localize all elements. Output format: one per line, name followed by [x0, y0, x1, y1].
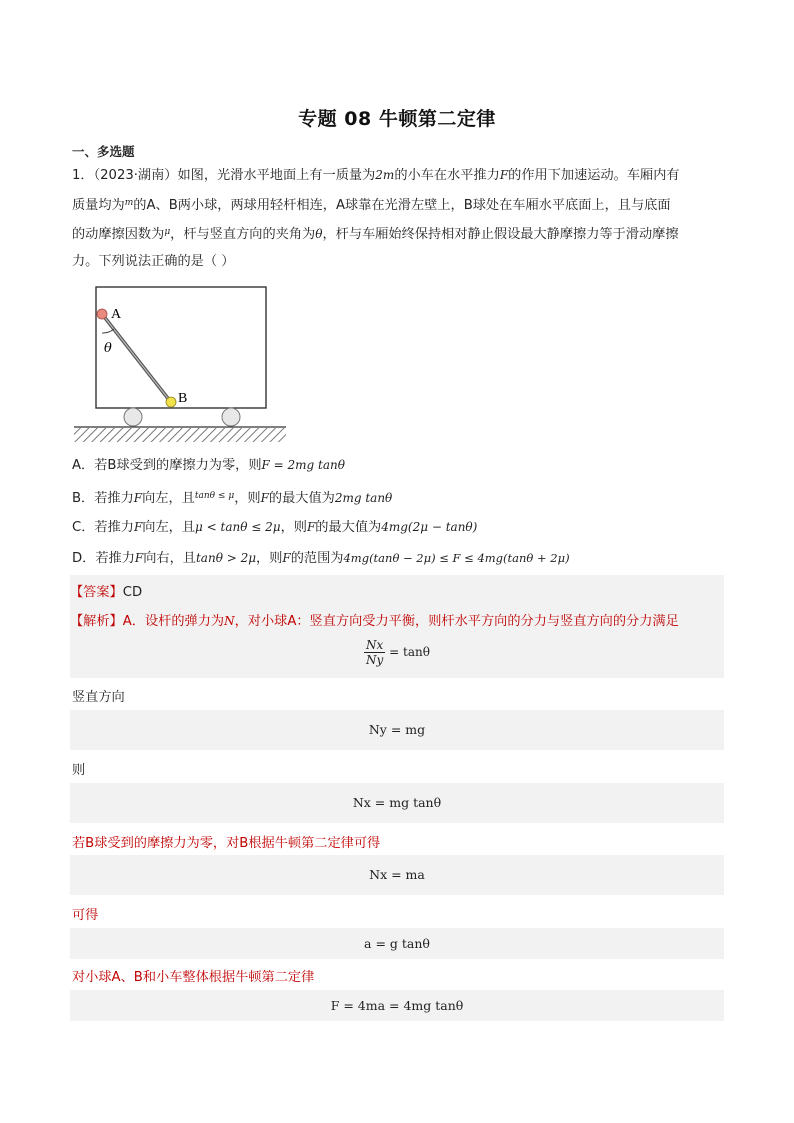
- cart-figure: [72, 283, 292, 447]
- option-c-math: 4mg(2μ − tanθ): [381, 520, 478, 534]
- label-a: A: [111, 307, 122, 322]
- stem-line-1: [72, 162, 724, 190]
- option-a: [72, 455, 345, 476]
- option-c-text: ，则: [280, 520, 307, 535]
- stem-text: 的作用下加速运动。车厢内有: [508, 168, 680, 183]
- analysis-text: A．设杆的弹力为: [122, 614, 225, 629]
- stem-text: 的A、B两小球，两球用轻杆相连，A球靠在光滑左壁上，B球处在车厢水平底面上，且与底面: [133, 197, 671, 213]
- stem-text: 1．（2023·湖南）如图，光滑水平地面上有一质量为: [72, 168, 376, 183]
- option-d-text: 的范围为: [290, 551, 344, 566]
- section-heading: 一、多选题: [72, 144, 135, 159]
- equation-3: Nx = mg tanθ: [70, 783, 724, 823]
- text-get: 可得: [72, 908, 99, 923]
- option-b-text: B．若推力: [72, 491, 134, 506]
- question-stem: [72, 162, 724, 275]
- option-b-text: 向左，且: [142, 491, 195, 506]
- label-b: B: [178, 391, 188, 406]
- stem-text: ，杆与车厢始终保持相对静止假设最大静摩擦力等于滑动摩擦: [322, 227, 679, 242]
- text-whole: 对小球A、B和小车整体根据牛顿第二定律: [72, 970, 315, 985]
- option-b: [72, 486, 392, 509]
- analysis-block: [70, 607, 724, 678]
- answer-row: [70, 575, 724, 607]
- analysis-text: ，对小球A：竖直方向受力平衡，则杆水平方向的分力与竖直方向的分力满足: [234, 614, 679, 629]
- math-F: F: [499, 168, 509, 182]
- option-c: [72, 517, 477, 538]
- equation-2: Ny = mg: [70, 710, 724, 750]
- text-then: 则: [72, 763, 86, 778]
- math-2m: 2m: [375, 168, 395, 182]
- option-d-condition: tanθ > 2μ: [195, 551, 257, 565]
- option-b-condition: tanθ ≤ μ: [194, 491, 235, 501]
- label-theta: θ: [104, 341, 112, 356]
- wheel-left: [124, 408, 142, 426]
- math-F: F: [260, 491, 269, 505]
- math-F: F: [133, 520, 143, 534]
- answer-label: 【答案】: [70, 585, 123, 600]
- math-F: F: [282, 551, 291, 565]
- option-b-math: 2mg tanθ: [334, 491, 393, 505]
- stem-line-3: [72, 219, 724, 249]
- math-theta: θ: [315, 227, 323, 241]
- stem-line-2: [72, 190, 724, 220]
- stem-text: 的小车在水平推力: [394, 168, 500, 183]
- math-F: F: [134, 551, 144, 565]
- stem-text: ，杆与竖直方向的夹角为: [170, 227, 316, 242]
- cart-body: [96, 287, 266, 408]
- option-d-text: ，则: [256, 551, 283, 566]
- answer-value: CD: [122, 585, 143, 600]
- option-c-condition: μ < tanθ ≤ 2μ: [195, 520, 281, 534]
- option-a-math: F = 2mg tanθ: [261, 458, 345, 472]
- option-d-text: D．若推力: [72, 551, 135, 566]
- option-c-text: 的最大值为: [315, 520, 382, 535]
- eq1-rhs: = tanθ: [389, 645, 430, 659]
- analysis-label: 【解析】: [70, 614, 123, 629]
- math-N: N: [224, 614, 235, 628]
- ball-b: [166, 397, 176, 407]
- page-title: 专题 08 牛顿第二定律: [298, 108, 496, 130]
- text-if-b: 若B球受到的摩擦力为零，对B根据牛顿第二定律可得: [72, 836, 381, 851]
- math-mu: μ: [164, 227, 171, 237]
- stem-line-4: 力。下列说法正确的是（ ）: [72, 253, 235, 269]
- option-b-text: 的最大值为: [268, 491, 335, 506]
- math-m: m: [124, 197, 134, 208]
- equation-4: Nx = ma: [70, 855, 724, 895]
- eq1-numerator: Nx: [366, 638, 384, 652]
- math-F: F: [133, 491, 143, 505]
- option-a-text: A．若B球受到的摩擦力为零，则: [72, 458, 262, 473]
- wheel-right: [222, 408, 240, 426]
- option-c-text: 向左，且: [142, 520, 196, 535]
- equation-5: a = g tanθ: [70, 928, 724, 959]
- eq1-denominator: Ny: [366, 653, 384, 667]
- option-b-text: ，则: [234, 491, 261, 506]
- ball-a: [97, 309, 107, 319]
- text-vertical: 竖直方向: [72, 690, 125, 705]
- option-d: [72, 548, 570, 569]
- eq1-fraction: [364, 638, 385, 667]
- option-c-text: C．若推力: [72, 520, 134, 535]
- stem-text: 质量均为: [72, 197, 125, 213]
- equation-1: [70, 638, 724, 667]
- math-F: F: [306, 520, 316, 534]
- analysis-intro: [70, 607, 724, 636]
- ground-hatch: [74, 428, 286, 442]
- stem-text: 的动摩擦因数为: [72, 227, 165, 242]
- option-d-math: 4mg(tanθ − 2μ) ≤ F ≤ 4mg(tanθ + 2μ): [343, 551, 570, 565]
- equation-6: F = 4ma = 4mg tanθ: [70, 990, 724, 1021]
- option-d-text: 向右，且: [143, 551, 196, 566]
